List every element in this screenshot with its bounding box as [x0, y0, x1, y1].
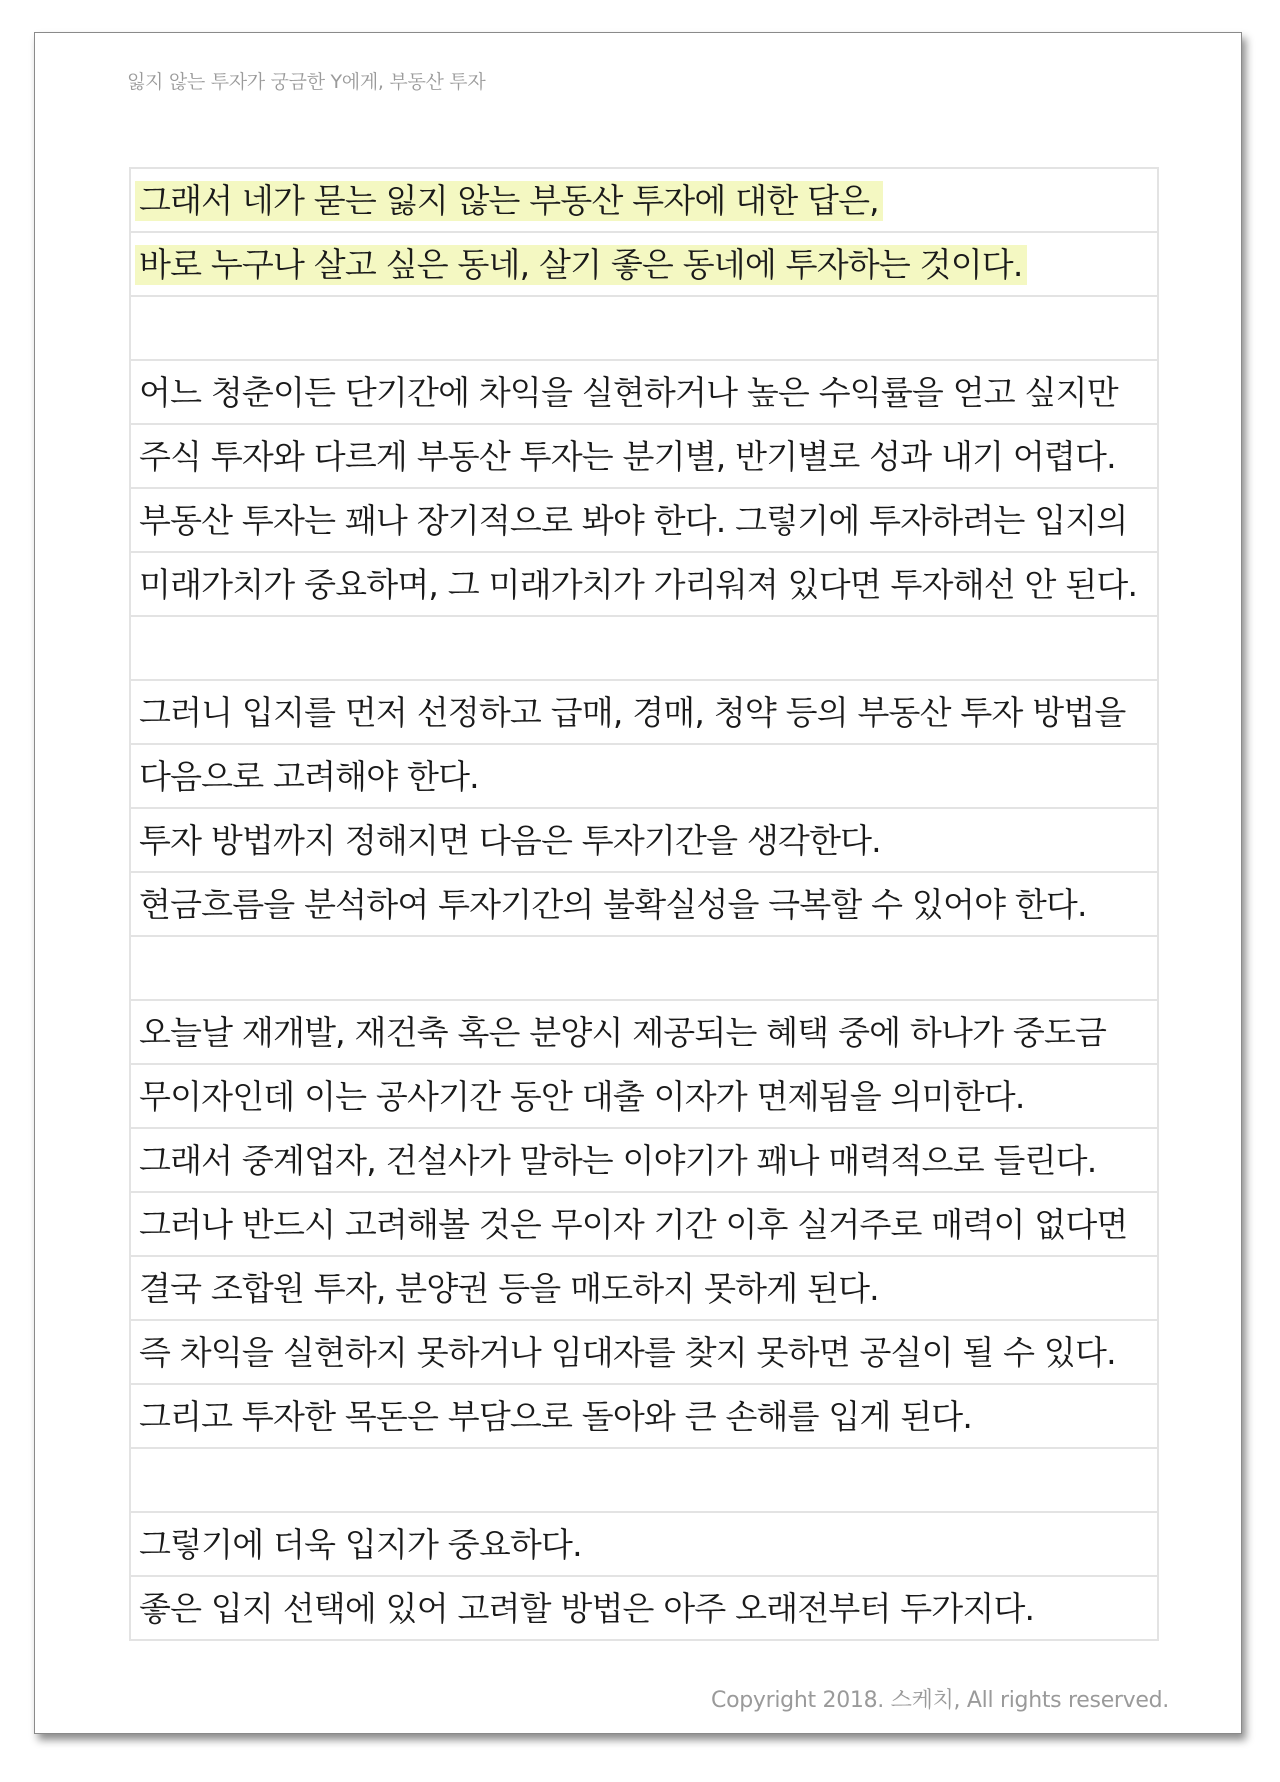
line-text: 즉 차익을 실현하지 못하거나 임대자를 찾지 못하면 공실이 될 수 있다.	[139, 1333, 1116, 1372]
line-text: 어느 청춘이든 단기간에 차익을 실현하거나 높은 수익률을 얻고 싶지만	[139, 373, 1118, 412]
blank-line	[131, 1449, 1157, 1513]
copyright-footer: Copyright 2018. 스케치, All rights reserved.	[711, 1688, 1169, 1713]
text-line	[131, 745, 1157, 809]
text-line	[131, 361, 1157, 425]
text-line	[131, 681, 1157, 745]
line-text: 현금흐름을 분석하여 투자기간의 불확실성을 극복할 수 있어야 한다.	[139, 885, 1087, 924]
highlighted-line-text: 바로 누구나 살고 싶은 동네, 살기 좋은 동네에 투자하는 것이다.	[135, 245, 1027, 285]
running-header: 잃지 않는 투자가 궁금한 Y에게, 부동산 투자	[127, 71, 486, 93]
text-line	[131, 1321, 1157, 1385]
highlighted-line-text: 그래서 네가 묻는 잃지 않는 부동산 투자에 대한 답은,	[135, 181, 883, 221]
text-line	[131, 425, 1157, 489]
text-line	[131, 873, 1157, 937]
line-text: 주식 투자와 다르게 부동산 투자는 분기별, 반기별로 성과 내기 어렵다.	[139, 437, 1116, 476]
line-text: 투자 방법까지 정해지면 다음은 투자기간을 생각한다.	[139, 821, 881, 860]
text-line	[131, 489, 1157, 553]
line-text: 좋은 입지 선택에 있어 고려할 방법은 아주 오래전부터 두가지다.	[139, 1589, 1035, 1628]
text-line	[131, 1065, 1157, 1129]
line-text: 그렇기에 더욱 입지가 중요하다.	[139, 1525, 582, 1564]
line-text: 다음으로 고려해야 한다.	[139, 757, 479, 796]
line-text: 무이자인데 이는 공사기간 동안 대출 이자가 면제됨을 의미한다.	[139, 1077, 1025, 1116]
blank-line	[131, 297, 1157, 361]
line-text: 그러니 입지를 먼저 선정하고 급매, 경매, 청약 등의 부동산 투자 방법을	[139, 693, 1126, 732]
lined-text-box	[129, 167, 1159, 1641]
text-line	[131, 1001, 1157, 1065]
text-line	[131, 553, 1157, 617]
text-line	[131, 1385, 1157, 1449]
text-line	[131, 1577, 1157, 1641]
text-line	[131, 1129, 1157, 1193]
line-text: 미래가치가 중요하며, 그 미래가치가 가리워져 있다면 투자해선 안 된다.	[139, 565, 1138, 604]
text-line	[131, 233, 1157, 297]
line-text: 부동산 투자는 꽤나 장기적으로 봐야 한다. 그렇기에 투자하려는 입지의	[139, 501, 1128, 540]
line-text: 그러나 반드시 고려해볼 것은 무이자 기간 이후 실거주로 매력이 없다면	[139, 1205, 1128, 1244]
text-line	[131, 1193, 1157, 1257]
blank-line	[131, 937, 1157, 1001]
document-page	[34, 32, 1242, 1734]
blank-line	[131, 617, 1157, 681]
text-line	[131, 809, 1157, 873]
text-line	[131, 1513, 1157, 1577]
line-text: 그래서 중계업자, 건설사가 말하는 이야기가 꽤나 매력적으로 들린다.	[139, 1141, 1097, 1180]
text-line	[131, 169, 1157, 233]
line-text: 결국 조합원 투자, 분양권 등을 매도하지 못하게 된다.	[139, 1269, 879, 1308]
line-text: 그리고 투자한 목돈은 부담으로 돌아와 큰 손해를 입게 된다.	[139, 1397, 973, 1436]
line-text: 오늘날 재개발, 재건축 혹은 분양시 제공되는 혜택 중에 하나가 중도금	[139, 1013, 1107, 1052]
text-line	[131, 1257, 1157, 1321]
